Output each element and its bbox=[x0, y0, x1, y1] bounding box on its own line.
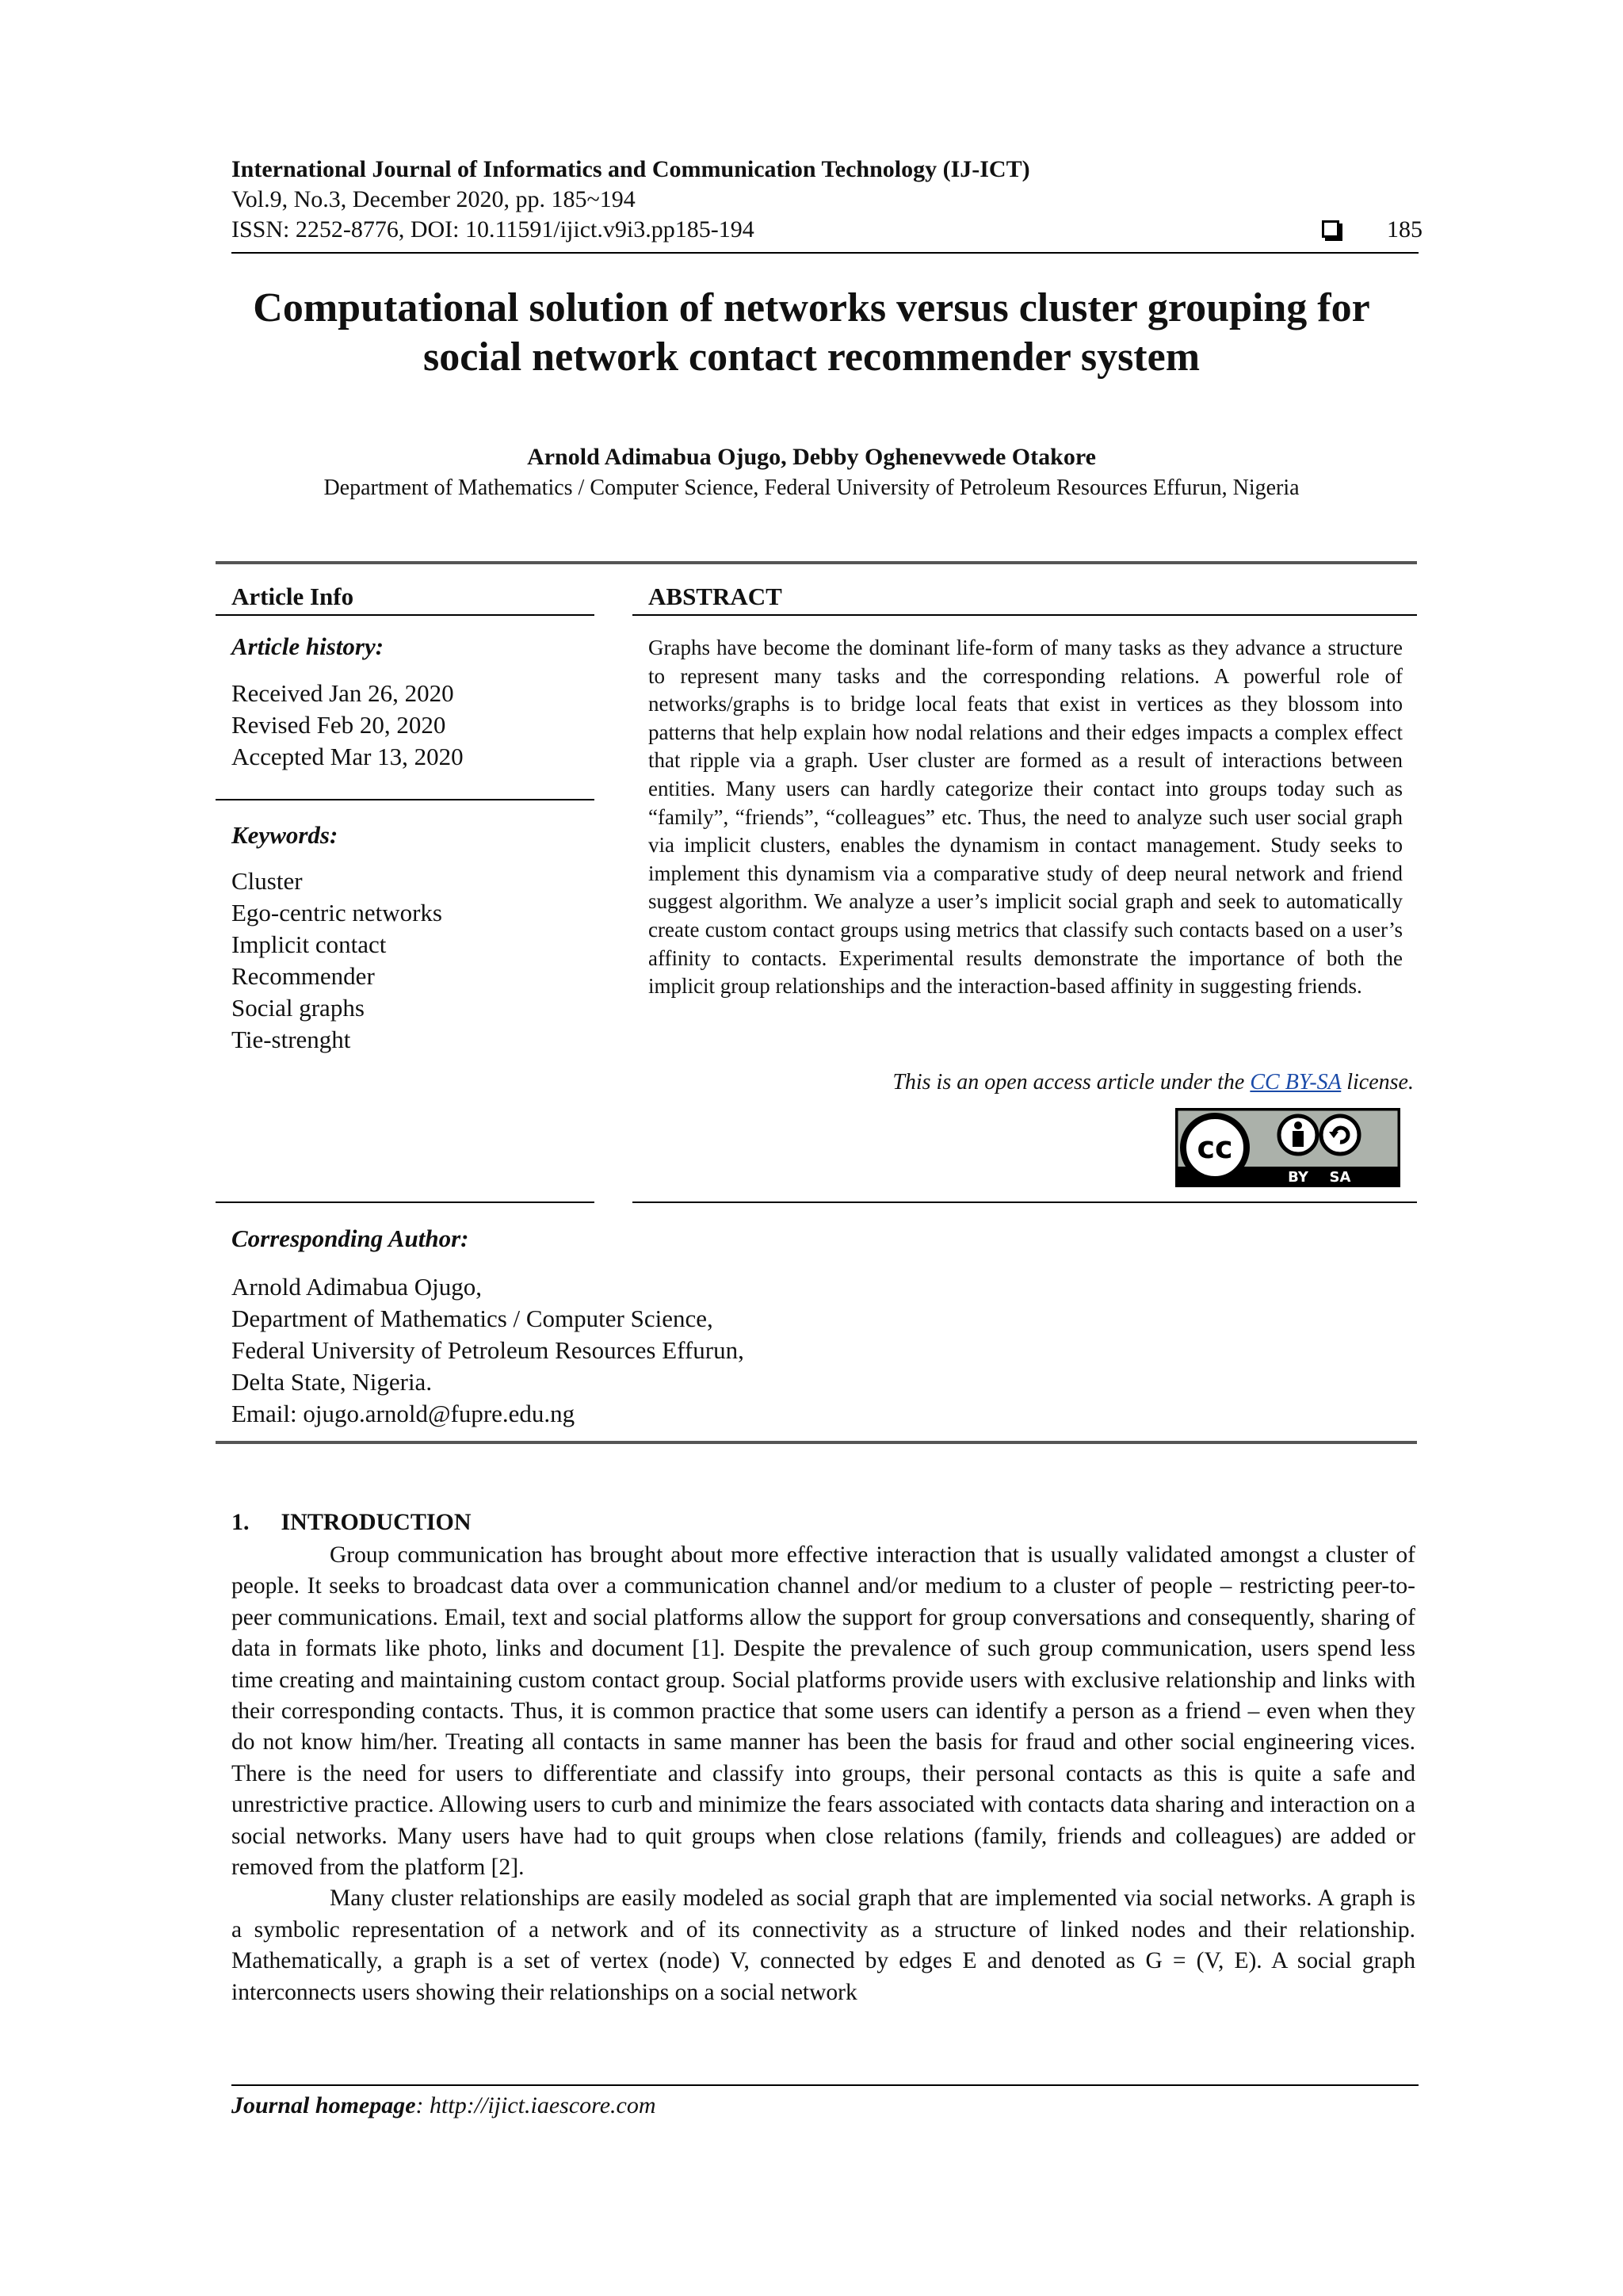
journal-volume: Vol.9, No.3, December 2020, pp. 185~194 bbox=[231, 186, 636, 212]
history-accepted: Accepted Mar 13, 2020 bbox=[231, 743, 464, 770]
abstract-bottom-rule bbox=[632, 1201, 1417, 1203]
article-info-heading: Article Info bbox=[231, 583, 354, 610]
paper-title bbox=[158, 284, 1465, 382]
keyword-item: Recommender bbox=[231, 962, 375, 990]
keyword-item: Cluster bbox=[231, 867, 303, 895]
keyword-item: Ego-centric networks bbox=[231, 899, 442, 926]
sa-text: SA bbox=[1329, 1169, 1351, 1186]
intro-heading-number: 1. bbox=[231, 1509, 250, 1535]
history-received: Received Jan 26, 2020 bbox=[231, 679, 454, 707]
corresponding-email: Email: ojugo.arnold@fupre.edu.ng bbox=[231, 1400, 575, 1427]
paper-title-line-1: Computational solution of networks versus cluster grouping for bbox=[253, 285, 1370, 330]
corresponding-location: Delta State, Nigeria. bbox=[231, 1368, 433, 1396]
cc-by-sa-logo bbox=[1175, 1108, 1400, 1187]
article-info-rule bbox=[216, 614, 594, 616]
intro-body bbox=[231, 1540, 1415, 2008]
cc-by-sa-link[interactable]: CC BY-SA bbox=[1250, 1070, 1342, 1095]
authors: Arnold Adimabua Ojugo, Debby Oghenevwede Otakore bbox=[527, 444, 1096, 470]
keyword-item: Social graphs bbox=[231, 994, 365, 1022]
affiliation: Department of Mathematics / Computer Science, Federal University of Petroleum Resources Effurun, Nigeria bbox=[323, 476, 1300, 500]
intro-heading bbox=[231, 1509, 472, 1536]
abstract-heading: ABSTRACT bbox=[648, 583, 782, 610]
corresponding-dept: Department of Mathematics / Computer Science, bbox=[231, 1305, 713, 1332]
page-number: 185 bbox=[1387, 216, 1423, 243]
keywords-rule bbox=[216, 1201, 594, 1203]
cc-by-sa-badge bbox=[1175, 1108, 1400, 1187]
keyword-item: Implicit contact bbox=[231, 930, 387, 958]
footer-url[interactable]: : http://ijict.iaescore.com bbox=[415, 2092, 656, 2118]
abstract-text: Graphs have become the dominant life-form of many tasks as they advance a structure to represent many tasks and the corresponding relations. A powerful role of networks/graphs is to bridge local feats that exist in vertices as they blossom into patterns that help explain how nodal relations and their edges impacts a complex effect that ripple via a graph. User cluster are formed as a result of interactions between entities. Many users can hardly categorize their contact into groups today such as “family”, “friends”, “colleagues” etc. Thus, the need to analyze such user social graph via implicit clusters, enables the dynamism in contact management. Study seeks to implement this dynamism via a comparative study of deep neural network and friend suggest algorithm. We analyze a user’s implicit social graph and seek to automatically create custom contact groups using metrics that classify such contacts based on a user’s affinity to contacts. Experimental results demonstrate the importance of both the implicit group relationships and the interaction-based affinity in suggesting friends. bbox=[648, 636, 1403, 999]
corresponding-heading: Corresponding Author: bbox=[231, 1224, 469, 1252]
footer-rule bbox=[231, 2084, 1419, 2086]
keywords-heading: Keywords: bbox=[231, 821, 338, 849]
cc-text: cc bbox=[1197, 1130, 1233, 1165]
abstract-rule bbox=[632, 614, 1417, 616]
corresponding-univ: Federal University of Petroleum Resources Effurun, bbox=[231, 1336, 744, 1364]
box-bullet-icon bbox=[1322, 220, 1339, 238]
keyword-item: Tie-strenght bbox=[231, 1026, 351, 1053]
article-history bbox=[231, 678, 464, 773]
license-suffix: license. bbox=[1341, 1070, 1414, 1095]
article-history-heading: Article history: bbox=[231, 632, 384, 660]
footer-label: Journal homepage bbox=[231, 2092, 416, 2118]
info-bottom-rule bbox=[216, 1441, 1417, 1444]
journal-name: International Journal of Informatics and Communication Technology (IJ-ICT) bbox=[231, 156, 1030, 182]
history-rule bbox=[216, 799, 594, 800]
info-top-rule bbox=[216, 561, 1417, 564]
history-revised: Revised Feb 20, 2020 bbox=[231, 711, 446, 739]
by-text: BY bbox=[1288, 1169, 1308, 1186]
license-prefix: This is an open access article under the bbox=[892, 1070, 1251, 1095]
keywords-list bbox=[231, 865, 442, 1056]
header-rule bbox=[231, 252, 1419, 254]
corresponding-details bbox=[231, 1271, 744, 1430]
journal-issn: ISSN: 2252-8776, DOI: 10.11591/ijict.v9i3.pp185-194 bbox=[231, 216, 754, 243]
intro-paragraph-1: Group communication has brought about more effective interaction that is usually validated amongst a cluster of people. It seeks to broadcast data over a communication channel and/or medium to a cluster of people – restricting peer-to-peer communications. Email, text and social platforms allow the support for group conversations and consequently, sharing of data in formats like photo, links and document [1]. Despite the prevalence of such group communication, users spend less time creating and maintaining custom contact group. Social platforms provide users with exclusive relationship and links with their corresponding contacts. Thus, it is common practice that some users can identify a person as a friend – even when they do not know him/her. Treating all contacts in same manner has been the basis for fraud and other social engineering vices. There is the need for users to differentiate and classify into groups, their personal contacts as this is quite a safe and unrestrictive practice. Allowing users to curb and minimize the fears associated with contacts data sharing and interaction on a social networks. Many users have had to quit groups when close relations (family, friends and colleagues) are added or removed from the platform [2]. bbox=[231, 1542, 1415, 1881]
corresponding-name: Arnold Adimabua Ojugo, bbox=[231, 1273, 482, 1301]
paper-title-line-2: social network contact recommender system bbox=[422, 334, 1201, 380]
intro-heading-text: INTRODUCTION bbox=[281, 1509, 472, 1535]
intro-paragraph-2: Many cluster relationships are easily modeled as social graph that are implemented via social networks. A graph is a symbolic representation of a network and of its connectivity as a structure of linked nodes and their relationship. Mathematically, a graph is a set of vertex (node) V, connected by edges E and denoted as G = (V, E). A social graph interconnects users showing their relationships on a social network bbox=[231, 1885, 1415, 2005]
license-note bbox=[892, 1070, 1414, 1095]
footer bbox=[231, 2092, 656, 2119]
